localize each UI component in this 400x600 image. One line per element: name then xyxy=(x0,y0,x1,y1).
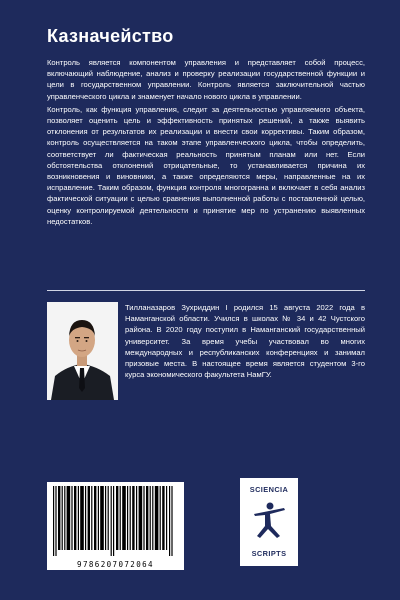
description-paragraph-1: Контроль является компонентом управления и представляет собой процесс, включающий наблюдение, анализ и проверку реализации государственной функции и цели в государственном управлении. Контроль является заключительной частью управленческого цикла и знаменует начало нового цикла в управлении. xyxy=(47,58,365,101)
back-cover-description xyxy=(47,57,365,229)
book-title: Казначейство xyxy=(47,26,174,46)
isbn-barcode xyxy=(47,482,184,570)
isbn-number: 9786207072064 xyxy=(77,560,154,569)
description-paragraph-2: Контроль, как функция управления, следит за деятельностью управляемого объекта, позволяет оценить цель и эффективность принятых решений, а также выявить отклонения от результатов их реализации и внести свои коррективы. Таким образом, контроль осуществляется на таком этапе управленческого цикла, чтобы определить, соответствует ли фактическая реальность принятым планам или нет. Если обстоятельства отклонений отрицательные, то устанавливается причина их возникновения и виновники, а также определяются меры, направленные на их исправление. Таким образом, функция контроля многогранна и включает в себя анализ фактической ситуации с целью сравнения выполненной работы с поставленной целью, оценку контролируемой деятельности и принятие мер по устранению выявленных недостатков. xyxy=(47,104,365,226)
author-portrait-image xyxy=(47,302,118,400)
author-bio: Тилланазаров Зухриддин I родился 15 августа 2022 года в Наманганской области. Учился в школах № 34 и 42 Чустского района. В 2020 году поступил в Наманганский государственный университет. За время учебы участвовал во многих международных и республиканских конференциях и занимал призовые места. В настоящее время является студентом 3-го курса экономического факультета НамГУ. xyxy=(125,303,365,380)
author-photo xyxy=(47,302,118,400)
section-divider xyxy=(47,290,365,291)
barcode-icon xyxy=(47,482,184,556)
publisher-logo xyxy=(240,478,298,566)
publisher-name-top: SCIENCIA xyxy=(249,485,289,494)
publisher-name-bottom: SCRIPTS xyxy=(251,549,287,558)
